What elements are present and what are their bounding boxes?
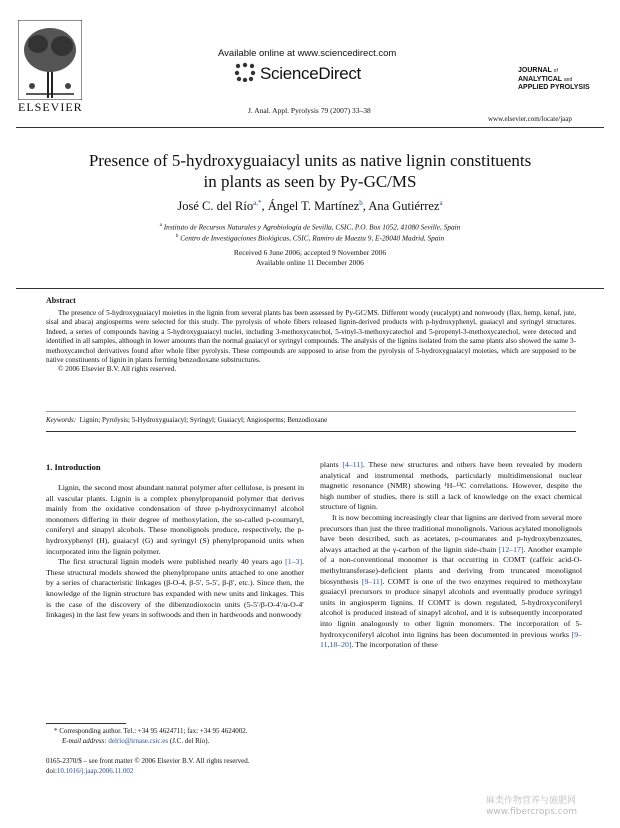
doi-label: doi: [46, 766, 57, 775]
keywords-rule [46, 411, 576, 412]
affiliation-b-mark: b [175, 234, 179, 239]
author-3: Ana Gutiérrez [368, 199, 440, 214]
text-run: It is now becoming increasingly clear that lignins are derived from several more precursors than just the three traditional monolignols. Various acylated monolignols have been described, such as acetates, p-coumarates and p-hydroxybenzoates, always attached at the γ-carbon of the lignin side-chain [320, 512, 582, 554]
author-1-affil[interactable]: a,* [253, 199, 262, 207]
available-online-text: Available online at www.sciencedirect.com [218, 48, 397, 59]
affiliation-a-mark: a [159, 223, 162, 228]
keywords-text: Lignin; Pyrolysis; 5-Hydroxyguaiacyl; Syringyl; Guaiacyl; Angiosperms; Benzodioxane [79, 416, 328, 424]
abstract-text: The presence of 5-hydroxyguaiacyl moieties in the lignin from several plants has been assessed by Py-GC/MS. Different woody (eucalypt) and nonwoody (flax, hemp, kenaf, jute, sisal and abaca) angiosperms were selected for this study. The pyrolysis of whole fibers released lignin-derived products with p-hydroxyphenyl, guaiacyl and syringyl structures. Indeed, a series of compounds having a 5-hydroxyguaiacyl nuclei, including 3-methoxycatechol, 5-vinyl-3-methoxycatechol and 5-propenyl-3-methoxycatechol, were detected and identified in all samples, although in lower amounts than the normal guaiacyl or syringyl compounds. The analysis of the lignins isolated from the same plants also showed the same 3-methoxycatechol derivatives found after whole fiber pyrolysis. These compounds are supposed to arise from the pyrolysis of 5-hydroxyguaiacyl moieties, which are supposed to be native constituents of lignin in plants forming benzodioxane substructures. [46, 309, 576, 365]
watermark [486, 796, 577, 818]
reference-link[interactable]: [1–3] [285, 557, 303, 567]
received-date: Received 6 June 2006; accepted 9 November 2006 [233, 248, 387, 257]
author-list: José C. del Río$^{a,*}$, Ángel T. Martínez$^b$, Ana Gutiérrez$^a$ [177, 199, 443, 214]
reference-link[interactable]: [9–11] [361, 576, 383, 586]
article-title [40, 150, 580, 192]
keywords-bottom-rule [46, 431, 576, 432]
header-rule [16, 127, 604, 128]
elsevier-tree-logo-icon [18, 20, 82, 100]
journal-analytical: ANALYTICAL [518, 75, 562, 83]
footnote-rule [46, 723, 126, 724]
issn-line: 0165-2370/$ – see front matter © 2006 Elsevier B.V. All rights reserved. [46, 757, 250, 765]
paragraph [320, 460, 582, 513]
watermark-line-2: www.fibercrops.com [486, 807, 577, 817]
journal-of: of [553, 68, 558, 74]
journal-url-link[interactable]: www.elsevier.com/locate/jaap [488, 115, 572, 123]
footnote-star: * [54, 727, 58, 735]
text-run: The first structural lignin models were published nearly 40 years ago [58, 557, 286, 567]
paragraph [320, 513, 582, 651]
journal-logo [518, 67, 590, 93]
journal-word: JOURNAL [518, 67, 552, 74]
title-line-2: in plants as seen by Py-GC/MS [203, 172, 417, 191]
text-run: . COMT is one of the two enzymes required to methoxylate guaiacyl precursors to produce sinapyl alcohols and eventually produce syringyl units in angiosperm lignins. If COMT is down regulated, 5-hydroxyconiferyl alcohol is produced instead of sinapyl alcohol, and it is subsequently incorporated into lignin analogously to other lignin monomers. The incorporation of 5-hydroxyconiferyl alcohol into lignins has been documented in previous works [320, 576, 582, 639]
footnote [46, 727, 306, 746]
section-heading: 1. Introduction [46, 462, 101, 472]
email-link[interactable]: delrio@irnase.csic.es [108, 736, 169, 745]
publisher-name: ELSEVIER [18, 100, 83, 114]
affiliation-b [40, 232, 580, 243]
text-run: . Another example of a non-conventional monomer is that occurring in COMT (caffeic acid-O-methyltransferase)-deficient plants and deriving from truncated monolignol biosynthesis [320, 544, 582, 586]
abstract-copyright: © 2006 Elsevier B.V. All rights reserved. [58, 365, 177, 374]
article-dates [40, 248, 580, 267]
sciencedirect-dots-icon [234, 62, 256, 82]
journal-applied-pyrolysis: APPLIED PYROLYSIS [518, 84, 590, 91]
title-line-1: Presence of 5-hydroxyguaiacyl units as native lignin constituents [88, 151, 532, 170]
abstract-body [46, 309, 576, 375]
email-label: E-mail address: [62, 736, 107, 745]
affiliation-a-text: Instituto de Recursos Naturales y Agrobiología de Sevilla, CSIC, P.O. Box 1052, 41080 Seville, Spain [163, 222, 461, 232]
text-run: . These structural models showed the phenylpropane units attached to one another by a series of characteristic linkages (β-O-4, β-5′, 5-5′, β-β′, etc.). Since then, the knowledge of the lignin structure has expanded with new units and linkages. This is the case of the discovery of the dibenzodioxocin units (5-5′/β-O-4′/α-O-4′ linkages) in the last few years in softwoods and then in hardwoods and nonwoody [46, 557, 304, 620]
journal-citation: J. Anal. Appl. Pyrolysis 79 (2007) 33–38 [248, 106, 371, 115]
email-suffix: (J.C. del Río). [169, 736, 210, 745]
keywords-label: Keywords: [46, 416, 77, 424]
left-column [46, 483, 304, 621]
journal-and: and [563, 76, 573, 83]
paragraph [46, 557, 304, 621]
text-run: . The incorporation of these [351, 640, 438, 650]
author-2-affil[interactable]: b [359, 199, 363, 207]
online-date: Available online 11 December 2006 [256, 257, 364, 267]
author-2: Ángel T. Martínez [267, 199, 360, 214]
watermark-line-1: 麻类作物营养与施肥网 [486, 796, 577, 806]
author-3-affil[interactable]: a [439, 199, 443, 207]
reference-link[interactable]: [4–11] [342, 460, 363, 469]
corresponding-author: Corresponding author. Tel.: +34 95 4624711; fax: +34 95 4624002. [59, 727, 248, 735]
reference-link[interactable]: [9–11,18–20] [320, 629, 582, 650]
sciencedirect-wordmark: ScienceDirect [260, 64, 361, 83]
text-run: . These new structures and others have been revealed by modern analytical and instrumental methods, particularly multidimensional nuclear magnetic resonance (NMR) showing ¹H–¹³C correlations. However, despite the high number of studies, there is still a lack of knowledge on the exact chemical structure of lignin. [320, 460, 582, 512]
issn-block [46, 757, 250, 776]
abstract-top-rule [16, 288, 604, 289]
text-run: plants [320, 460, 343, 469]
doi-link[interactable]: 10.1016/j.jaap.2006.11.002 [56, 766, 134, 775]
author-1: José C. del Río [177, 199, 254, 214]
abstract-heading: Abstract [46, 296, 76, 305]
right-column [320, 460, 582, 651]
reference-link[interactable]: [12–17] [498, 544, 524, 554]
affiliation-b-text: Centro de Investigaciones Biológicas, CSIC, Ramiro de Maeztu 9, E-28040 Madrid, Spain [180, 233, 445, 243]
keywords [46, 416, 576, 424]
affiliation-a [40, 221, 580, 232]
paragraph: Lignin, the second most abundant natural polymer after cellulose, is present in all vascular plants. Lignin is a complex phenylpropanoid polymer that derives mainly from the oxidative condensation of three p-hydroxycinnamyl alcohol monomers differing in their degree of methoxylation, the so-called p-coumaryl, coniferyl and sinapyl alcohols. These monolignols produce, respectively, the p-hydroxyphenyl (H), guaiacyl (G) and syringyl (S) phenylpropanoid units when incorporated into the lignin polymer. [46, 483, 304, 556]
